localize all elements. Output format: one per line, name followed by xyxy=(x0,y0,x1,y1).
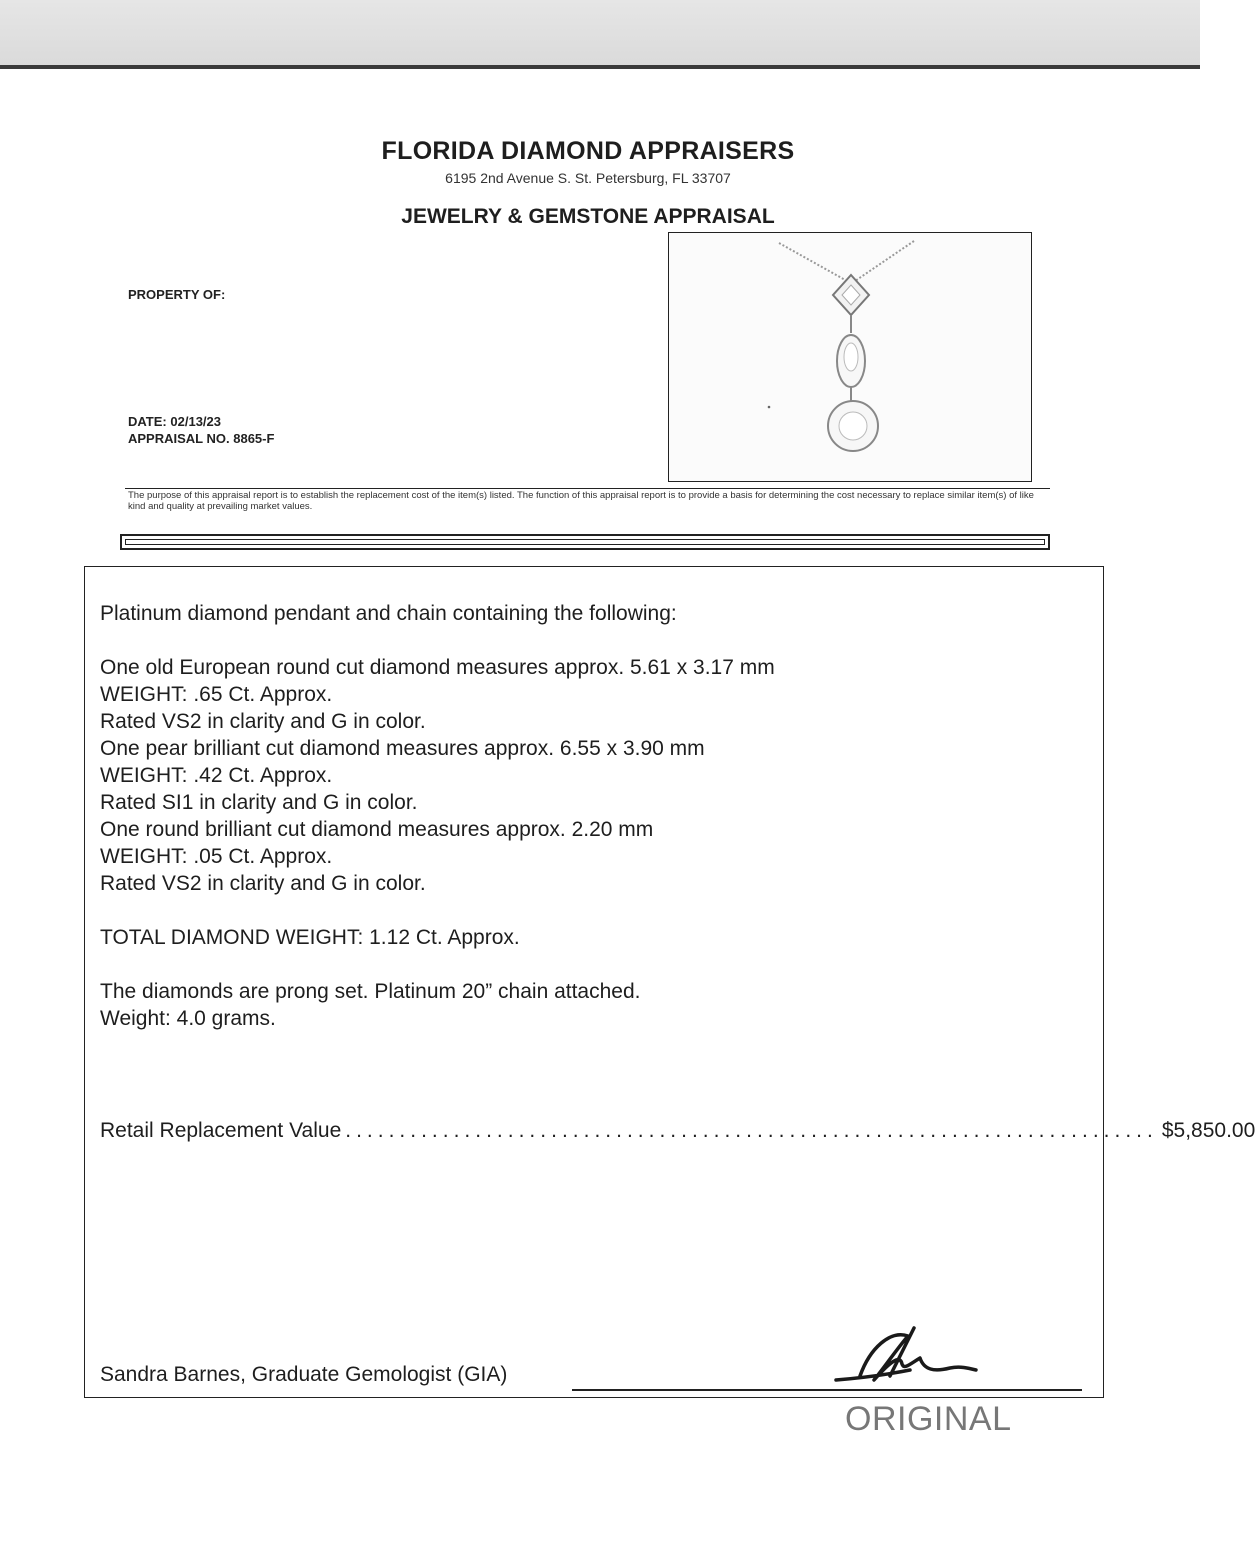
document-title: JEWELRY & GEMSTONE APPRAISAL xyxy=(401,205,775,228)
property-of-label: PROPERTY OF: xyxy=(128,287,226,302)
purpose-statement: The purpose of this appraisal report is to establish the replacement cost of the item(s) listed. The function of this appraisal report is to provide a basis for determining the cost necessary to replace similar item(s) of like kind and quality at prevailing market values. xyxy=(128,490,1034,512)
item-description xyxy=(100,600,775,1032)
pendant-photo xyxy=(668,232,1032,482)
signature-line xyxy=(572,1389,1082,1391)
handwritten-signature xyxy=(830,1318,980,1393)
stone-3-weight: WEIGHT: .05 Ct. Approx. xyxy=(100,845,333,868)
stone-3-description: One round brilliant cut diamond measures approx. 2.20 mm xyxy=(100,818,654,841)
appraisal-number-line xyxy=(128,431,274,446)
stone-1-grade: Rated VS2 in clarity and G in color. xyxy=(100,710,426,733)
value-label: Retail Replacement Value xyxy=(100,1119,342,1142)
stone-3-grade: Rated VS2 in clarity and G in color. xyxy=(100,872,426,895)
stone-1-description: One old European round cut diamond measures approx. 5.61 x 3.17 mm xyxy=(100,656,775,679)
original-stamp: ORIGINAL xyxy=(845,1400,1012,1438)
appraisal-number-value: 8865-F xyxy=(233,431,275,446)
date-value: 02/13/23 xyxy=(170,414,221,429)
value-leader-dots: ........................................................................... xyxy=(345,1119,1158,1142)
stone-2-grade: Rated SI1 in clarity and G in color. xyxy=(100,791,418,814)
total-diamond-weight: TOTAL DIAMOND WEIGHT: 1.12 Ct. Approx. xyxy=(100,926,520,949)
stone-2-weight: WEIGHT: .42 Ct. Approx. xyxy=(100,764,333,787)
date-label: DATE: xyxy=(128,414,167,429)
item-weight: Weight: 4.0 grams. xyxy=(100,1007,276,1030)
double-border-bar xyxy=(120,534,1050,550)
appraisal-number-label: APPRAISAL NO. xyxy=(128,431,230,446)
retail-replacement-value xyxy=(100,1119,1255,1143)
scan-edge-line xyxy=(0,65,1200,69)
company-name: FLORIDA DIAMOND APPRAISERS xyxy=(381,137,795,165)
appraiser-name: Sandra Barnes, Graduate Gemologist (GIA) xyxy=(100,1363,508,1386)
stone-2-description: One pear brilliant cut diamond measures approx. 6.55 x 3.90 mm xyxy=(100,737,705,760)
stone-1-weight: WEIGHT: .65 Ct. Approx. xyxy=(100,683,333,706)
value-amount: $5,850.00 xyxy=(1161,1119,1255,1142)
header-rule xyxy=(125,488,1050,489)
company-address: 6195 2nd Avenue S. St. Petersburg, FL 33707 xyxy=(445,170,731,186)
pendant-image xyxy=(669,233,1031,481)
scan-edge xyxy=(0,0,1200,66)
date-line xyxy=(128,414,221,429)
description-intro: Platinum diamond pendant and chain containing the following: xyxy=(100,602,677,625)
setting-details: The diamonds are prong set. Platinum 20” chain attached. xyxy=(100,980,641,1003)
